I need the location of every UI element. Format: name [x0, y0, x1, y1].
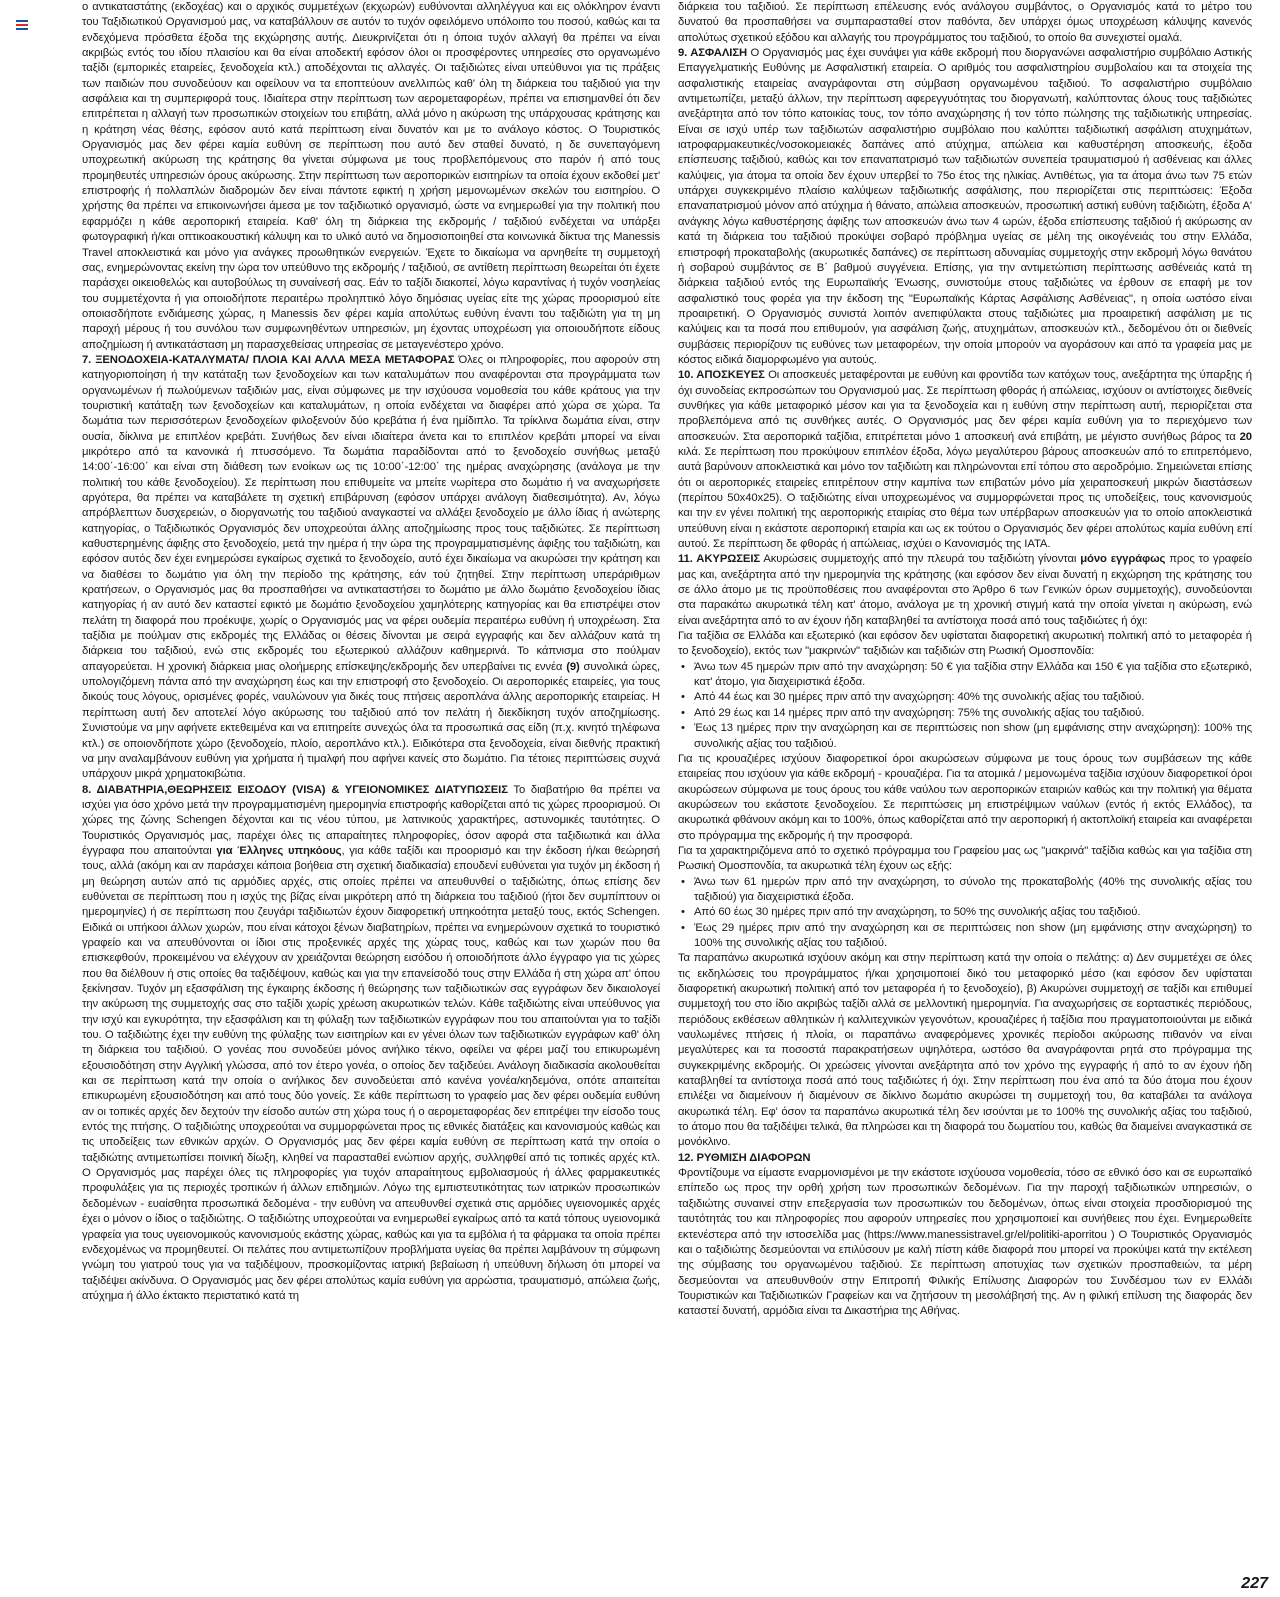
- paragraph-transfer-terms: ο αντικαταστάτης (εκδοχέας) και ο αρχικός συμμετέχων (εκχωρών) ευθύνονται αλληλέγγυα και εις ολόκληρον έναντι του Ταξιδιωτικού Οργανισμού μας, να καταβάλλουν σε αυτόν το τυχόν οφειλόμενο υπόλοιπο του ποσού, καθώς και τα ενδεχόμενα πρόσθετα έξοδα της εκχώρησης αυτής. Διευκρινίζεται ότι η όποια τυχόν αλλαγή θα πρέπει να είναι ακριβώς εντός του ιδίου πλαισίου και θα είναι αποδεκτή εφόσον όλοι οι προσφέροντες υπηρεσίες στο οργανωμένο ταξίδι (εμπορικές εταιρείες, ξενοδοχεία κτλ.) αποδέχονται τις αλλαγές. Οι ταξιδιώτες είναι υπεύθυνοι για τις πράξεις των παιδιών που συνοδεύουν και οφείλουν να τα εποπτεύουν ανελλιπώς καθ' όλη τη διάρκεια του ταξιδιού για την ασφάλεια και τη συμπεριφορά τους. Ιδιαίτερα στην περίπτωση των αερομεταφορέων, πρέπει να επισημανθεί ότι δεν επιτρέπεται η αλλαγή των προσωπικών στοιχείων του επιβάτη, αλλά μόνο η ακύρωση της υπάρχουσας κράτησης και η κράτηση νέας θέσης, εφόσον αυτό κατά περίπτωση είναι δυνατόν και με το ανάλογο κόστος. Ο Τουριστικός Οργανισμός μας δεν φέρει καμία ευθύνη σε περίπτωση που αυτό δεν σταθεί δυνατό, η δε συνεπαγόμενη υποχρεωτική ακύρωση της κράτησης θα γίνεται σύμφωνα με τους προβλεπόμενους στο παρόν ή από τους προμηθευτές υπηρεσιών όρους ακύρωσης. Στην περίπτωση των αεροπορικών εισιτηρίων τα οποία έχουν εκδοθεί μετ' επιστροφής ή πολλαπλών διαδρομών δεν είναι πάντοτε εφικτή η χρήση μεμονωμένων σκελών του εισιτηρίου. Ο χρήστης θα πρέπει να επικοινωνήσει άμεσα με τον ταξιδιωτικό οργανισμό, ώστε να ενημερωθεί για την πολιτική που εφαρμόζει η κάθε αεροπορική εταιρεία. Καθ' όλη τη διάρκεια της εκδρομής / ταξιδιού ενδέχεται να υπάρξει φωτογραφική ή/και οπτικοακουστική κάλυψη και το υλικό αυτό να δημοσιοποιηθεί στα κοινωνικά δίκτυα της Manessis Travel αποκλειστικά και μόνο για ανάγκες προωθητικών ενεργειών. Έχετε το δικαίωμα να αρνηθείτε τη συμμετοχή σας, ενημερώνοντας εκείνη την ώρα τον υπεύθυνο της εκδρομής / ταξιδιού, σε αντίθετη περίπτωση θεωρείται ότι έχετε παράσχει οικειοθελώς και αυτοβούλως τη συναίνεσή σας. Εάν το ταξίδι διακοπεί, λόγω καραντίνας ή τυχόν νοσηλείας του συμμετέχοντα ή για οποιοδήποτε περαιτέρω προληπτικό λόγο δημόσιας υγείας είτε της χώρας προορισμού είτε οποιασδήποτε ενδιάμεσης χώρας, η Manessis δεν φέρει καμία απολύτως ευθύνη έναντι του ταξιδιώτη για τη μη παροχή μέρους ή του συνόλου των συμφωνηθέντων υπηρεσιών, μη έχοντας υποχρέωση για οποιουδήποτε είδους αποζημίωση ή αντικατάσταση μη παρασχεθείσας υπηρεσίας σε μεταγενέστερο χρόνο.: [82, 1, 660, 351]
- list-item: • Από 29 έως και 14 ημέρες πριν από την αναχώρηση: 75% της συνολικής αξίας του ταξιδιού.: [694, 706, 1252, 721]
- menu-icon[interactable]: [16, 20, 28, 30]
- section-10-text: Οι αποσκευές μεταφέρονται με ευθύνη και φροντίδα των κατόχων τους, ανεξάρτητα της ύπαρξης ή όχι συνοδείας εκπροσώπων του Οργανισμού μας. Σε περίπτωση φθοράς ή απώλειας, ισχύουν οι αντίστοιχες διεθνείς συνθήκες για κάθε μεταφορικό μέσον και για τα ξενοδοχεία και η ευθύνη στην περίπτωση αυτή, περιορίζεται στα προβλεπόμενα από τις συνθήκες αυτές. Ο Οργανισμός μας δεν φέρει καμία ευθύνη για το περιεχόμενο των αποσκευών. Στα αεροπορικά ταξίδια, επιτρέπεται μόνο 1 αποσκευή ανά επιβάτη, με μέγιστο συνήθως βάρος τα: [678, 369, 1252, 443]
- paragraph-health-continued: διάρκεια του ταξιδιού. Σε περίπτωση επέλευσης ενός ανάλογου συμβάντος, ο Οργανισμός κατά το μέτρο του δυνατού θα προσπαθήσει να συμπαρασταθεί στον παθόντα, δεν υπάρχει όμως υποχρέωση κάλυψης κανενός απολύτως σχετικού εξόδου και αλλαγής του προγράμματος του ταξιδιού, το οποίο θα συνεχιστεί ομαλά.: [678, 1, 1252, 44]
- section-11-written-only: μόνο εγγράφως: [1080, 553, 1166, 566]
- left-column: [82, 0, 660, 1304]
- section-11-cancellations: [678, 552, 1252, 629]
- list-item: • Άνω των 45 ημερών πριν από την αναχώρηση: 50 € για ταξίδια στην Ελλάδα και 150 € για ταξίδια στο εξωτερικό, κατ' άτομο, για διαχειριστικά έξοδα.: [694, 660, 1252, 691]
- section-7-text: Όλες οι πληροφορίες, που αφορούν στη κατηγοριοποίηση ή την κατάταξη των ξενοδοχείων και των καταλυμάτων που αναφέρονται στα προγράμματα των οργανωμένων ή πωλούμενων ταξιδιών μας, είναι σύμφωνες με την ισχύουσα νομοθεσία του κάθε κράτους για την τουριστική κατάταξη των ξενοδοχείων και καταλυμάτων, η οποία ενδέχεται να διαφέρει από χώρα σε χώρα. Τα δωμάτια των περισσότερων ξενοδοχείων φιλοξενούν δύο κρεβάτια ή ένα ημίδιπλο. Τα τρίκλινα δωμάτια είναι, στην ουσία, δίκλινα με επιπλέον κρεβάτι. Συνήθως δεν είναι ιδιαίτερα άνετα και το επιπλέον κρεβάτι μπορεί να είναι μικρότερο από τα κανονικά ή πτυσσόμενο. Τα δωμάτια παραδίδονται από το ξενοδοχείο συνήθως μεταξύ 14:00΄-16:00΄ και είναι στη διάθεση των ενοίκων ως τις 10:00΄-12:00΄ της ημέρας αναχώρησης (ανάλογα με την πολιτική του κάθε ξενοδοχείου). Σε περίπτωση που επιθυμείτε να μπείτε νωρίτερα στο δωμάτιο ή να αναχωρήσετε αργότερα, θα πρέπει να καταβάλετε τη σχετική επιβάρυνση (εφόσον υπάρχει ανάλογη διαθεσιμότητα). Αν, λόγω απρόβλεπτων δυσχερειών, ο διοργανωτής του ταξιδιού αναγκαστεί να αλλάξει ξενοδοχείο με άλλο ίδιας ή ανώτερης κατηγορίας, ο Ταξιδιωτικός Οργανισμός δεν υποχρεούται άλλης αποζημίωσης προς τους ταξιδιώτες. Σε περίπτωση καθυστερημένης άφιξης στο ξενοδοχείο, μετά την ημέρα ή την ώρα της προγραμματισμένης άφιξης του ταξιδιώτη, και εφόσον αυτός δεν έχει ενημερώσει εγκαίρως σχετικά το ξενοδοχείο, αυτό έχει δικαίωμα να ακυρώσει την κράτηση και να διαθέσει το δωμάτιο για όλη την περίοδο της κράτησης, εάν τού ζητηθεί. Στην περίπτωση υπεράριθμων κρατήσεων, ο Οργανισμός μας θα προσπαθήσει να αντικαταστήσει το δωμάτιο με άλλο δωμάτιο ξενοδοχείου ίδιας κατηγορίας ή αν αυτό δεν καταστεί εφικτό με δωμάτιο ξενοδοχείου χαμηλότερης κατηγορίας και θα επιστρέψει στον πελάτη τη διαφορά που προέκυψε, χωρίς ο Οργανισμός μας να φέρει ουδεμία περαιτέρω ευθύνη ή υποχρέωση. Στα ταξίδια με πούλμαν στις εκδρομές της Ελλάδας οι θέσεις δίνονται με σειρά εγγραφής και δεν αλλάζουν κατά τη διάρκεια του ταξιδιού, ενώ στις εκδρομές του εξωτερικού αλλάζουν καθημερινά. Το κάπνισμα στο πούλμαν απαγορεύεται. Η χρονική διάρκεια μιας ολοήμερης επίσκεψης/εκδρομής δεν υπερβαίνει τις εννέα: [82, 353, 660, 673]
- section-11-text: Ακυρώσεις συμμετοχής από την πλευρά του ταξιδιώτη γίνονται: [760, 553, 1081, 566]
- section-7-heading: 7. ΞΕΝΟΔΟΧΕΙΑ-ΚΑΤΑΛΥΜΑΤΑ/ ΠΛΟΙΑ ΚΑΙ ΑΛΛΑ ΜΕΣΑ ΜΕΤΑΦΟΡΑΣ: [82, 353, 455, 366]
- section-11-conditions: Τα παραπάνω ακυρωτικά ισχύουν ακόμη και στην περίπτωση κατά την οποία ο πελάτης: α) Δεν συμμετέχει σε όλες τις εκδηλώσεις του προγράμματος ή/και χρησιμοποιεί δικό του μεταφορικό μέσο (και εφόσον δεν υφίσταται διαφορετική ακυρωτική πολιτική από τον μεταφορέα ή το ξενοδοχείο), β) Ακυρώνει συμμετοχή σε ταξίδι και επιθυμεί συμμετοχή του στο ίδιο ακριβώς ταξίδι αλλά σε μελλοντική ημερομηνία. Για αναχωρήσεις σε εορταστικές περιόδους, περιόδους εκθέσεων αθλητικών ή καλλιτεχνικών γεγονότων, κρουαζιέρες ή ταξίδια που πραγματοποιούνται με ειδικά ναυλωμένες πτήσεις ή πλοία, οι παραπάνω αναφερόμενες χρονικές περίοδοι ακύρωσης πιθανόν να είναι μεγαλύτερες και τα ποσοστά παρακρατήσεων υψηλότερα, ωστόσο θα αναγράφονται ρητά στο πρόγραμμα της συγκεκριμένης εκδρομής. Οι χρεώσεις γίνονται ανεξάρτητα από τον χρόνο της εγγραφής ή από το αν έχουν ήδη καταβληθεί τα αντίστοιχα ποσά από τους ταξιδιώτες ή όχι. Στην περίπτωση που ένα από τα δύο άτομα που έχουν επιλέξει να διαμείνουν ή διαμένουν σε δίκλινο δωμάτιο ακυρώσει τη συμμετοχή του, θα καταβάλει τα ανάλογα ακυρωτικά τέλη. Εφ' όσον τα παραπάνω ακυρωτικά τέλη δεν ισούνται με το 100% της συνολικής αξίας του ταξιδιού, το άτομο που θα ταξιδέψει τελικά, θα πληρώσει και τη διαφορά του δωματίου του, καθώς θα διαμείνει αναγκαστικά σε μονόκλινο.: [678, 952, 1252, 1149]
- section-7-hotels: [82, 353, 660, 783]
- list-item: • Έως 13 ημέρες πριν την αναχώρηση και σε περιπτώσεις non show (μη εμφάνισης στην αναχώρηση): 100% της συνολικής αξίας του ταξιδιού.: [694, 721, 1252, 752]
- long-haul-fees-list: [678, 875, 1252, 952]
- menu-icon-bar-bottom: [16, 28, 28, 30]
- section-10-text-cont: κιλά. Σε περίπτωση που προκύψουν επιπλέον έξοδα, λόγω μεγαλύτερου βάρους αποσκευών από το επιτρεπόμενο, αυτά βαρύνουν αποκλειστικά και μόνο τον ταξιδιώτη και πληρώνονται επί τόπου στο αεροδρόμιο. Σημειώνεται επίσης ότι οι αεροπορικές εταιρείες επιτρέπουν στην καμπίνα των επιβατών μόνο μία χειραποσκευή μικρών διαστάσεων (περίπου 50x40x25). Ο ταξιδιώτης είναι υποχρεωμένος να συμμορφώνεται προς τις υποδείξεις, τους κανονισμούς και την εν γένει πολιτική της αεροπορικής εταιρίας στο θέμα των υπέρβαρων αποσκευών για το οποίο αποκλειστικά υπεύθυνη είναι η εκάστοτε αεροπορική εταιρία και ως εκ τούτου ο Οργανισμός δεν φέρει απολύτως καμία ευθύνη επί αυτού. Σε περίπτωση δε φθοράς ή απώλειας, ισχύει ο Κανονισμός της ΙΑΤΑ.: [678, 445, 1252, 551]
- section-8-greek-citizens: για Έλληνες υπηκόους: [216, 844, 342, 857]
- section-12-heading-line: [678, 1151, 1252, 1166]
- section-12-disputes: Φροντίζουμε να είμαστε εναρμονισμένοι με την εκάστοτε ισχύουσα νομοθεσία, τόσο σε εθνικό όσο και σε ευρωπαϊκό επίπεδο ως προς την ορθή χρήση των προσωπικών δεδομένων. Για την παροχή ταξιδιωτικών υπηρεσιών, ο ταξιδιώτης συναινεί στην επεξεργασία των προσωπικών του δεδομένων, όπως είναι στοιχεία προσδιορισμού της ταυτότητάς του και πληροφορίες που αφορούν υπηρεσίες που χρησιμοποιεί και συνήθειες που έχει. Ενημερωθείτε εκτενέστερα από την ιστοσελίδα μας (https://www.manessistravel.gr/el/politiki-aporritou ) Ο Τουριστικός Οργανισμός και ο ταξιδιώτης δεσμεύονται να επιλύσουν με καλή πίστη κάθε διαφορά που μπορεί να προκύψει κατά την εκτέλεση της σύμβασης του οργανωμένου ταξιδιού. Σε περίπτωση αποτυχίας των σχετικών προσπαθειών, τα μέρη δεσμεύονται να απευθυνθούν στην Επιτροπή Φιλικής Επίλυσης Διαφορών του Συνδέσμου των εν Ελλάδι Τουριστικών και Ταξιδιωτικών Γραφείων και να ζητήσουν τη μεσολάβησή της. Αν η φιλική επίλυση της διαφοράς δεν καταστεί δυνατή, αρμόδια είναι τα Δικαστήρια της Αθήνας.: [678, 1167, 1252, 1318]
- right-column: [678, 0, 1252, 1320]
- section-11-cruises: Για τις κρουαζιέρες ισχύουν διαφορετικοί όροι ακυρώσεων σύμφωνα με τους όρους των συμβάσεων της κάθε εταιρείας που ισχύουν για κάθε εκδρομή - κρουαζιέρα. Για τα ατομικά / μεμονωμένα ταξίδια ισχύουν διαφορετικοί όροι ακυρώσεων σύμφωνα με τους όρους του κάθε ναύλου των αεροπορικών εταιριών καθώς και την πολιτική για θέματα ακυρώσεων του εκάστοτε ξενοδοχείου. Σε περιπτώσεις μη επιστρέψιμων ναύλων (εντός ή εκτός Ελλάδος), τα ακυρωτικά φθάνουν ακόμη και το 100%, όπως καθορίζεται από την αεροπορική ή ακτοπλοϊκή εταιρεία και αναφέρεται στο πρόγραμμα της εκδρομής ή την προσφορά.: [678, 752, 1252, 842]
- section-12-heading: 12. ΡΥΘΜΙΣΗ ΔΙΑΦΟΡΩΝ: [678, 1151, 811, 1164]
- section-11-text-cont: προς το γραφείο μας και, ανεξάρτητα από την ημερομηνία της κράτησης (και εφόσον δεν είναι δυνατή η εκχώρηση της κράτησης του σε άλλο άτομο με τις προϋποθέσεις που αναφέρονται στο Άρθρο 6 των Γενικών όρων συμμετοχής), συνοδεύονται στα παρακάτω ακυρωτικά τέλη κατ' άτομο, ανάλογα με τη χρονική στιγμή κατά την οποία γίνεται η ακύρωση, ενώ είναι ανεξάρτητα από το αν έχουν ήδη καταβληθεί τα αντίστοιχα ποσά από τους ταξιδιώτες ή όχι:: [678, 553, 1252, 627]
- menu-icon-bar-top: [16, 20, 28, 22]
- section-11-domestic-intro: Για ταξίδια σε Ελλάδα και εξωτερικό (και εφόσον δεν υφίσταται διαφορετική ακυρωτική πολιτική από το μεταφορέα ή το ξενοδοχείο), εκτός των "μακρινών" ταξιδιών και ταξιδιών στη Ρωσική Ομοσπονδία:: [678, 630, 1252, 658]
- section-10-weight: 20: [1239, 430, 1252, 443]
- list-item: • Από 60 έως 30 ημέρες πριν από την αναχώρηση, το 50% της συνολικής αξίας του ταξιδιού.: [694, 905, 1252, 920]
- cancellation-fees-list: [678, 660, 1252, 752]
- list-item: • Από 44 έως και 30 ημέρες πριν από την αναχώρηση: 40% της συνολικής αξίας του ταξιδιού.: [694, 690, 1252, 705]
- section-7-nine-hours: (9): [566, 660, 580, 673]
- section-8-text: Το διαβατήριο θα πρέπει να ισχύει για όσο χρόνο μετά την προγραμματισμένη ημερομηνία επιστροφής καθορίζεται από τις χώρες προορισμού. Οι χώρες της ζώνης Schengen δέχονται και τις νέου τύπου, με λατινικούς χαρακτήρες, αστυνομικές ταυτότητες. Ο Τουριστικός Οργανισμός μας, παρέχει όλες τις απαραίτητες πληροφορίες, όσον αφορά στα ταξιδιωτικά και άλλα έγγραφα που απαιτούνται: [82, 783, 660, 857]
- section-11-heading: 11. ΑΚΥΡΩΣΕΙΣ: [678, 553, 761, 566]
- section-8-heading: 8. ΔΙΑΒΑΤΗΡΙΑ,ΘΕΩΡΗΣΕΙΣ ΕΙΣΟΔΟΥ (VISA) & ΥΓΕΙΟΝΟΜΙΚΕΣ ΔΙΑΤΥΠΩΣΕΙΣ: [82, 783, 508, 796]
- section-9-heading: 9. ΑΣΦΑΛΙΣΗ: [678, 47, 748, 60]
- page-number: 227: [1241, 1575, 1268, 1592]
- section-8-text-cont: , για κάθε ταξίδι και προορισμό και την έκδοση ή/και θεώρησή τους, αλλά (ακόμη και αν παράσχει κάποια βοήθεια στη σχετική διαδικασία) επουδενί ευθύνεται για τυχόν μη έκδοση ή μη θεώρηση αυτών από τις αρμόδιες αρχές, στις οποίες πρέπει να απευθυνθεί ο ταξιδιώτης, όπως επίσης δεν ευθύνεται σε περίπτωση που η ισχύς της βίζας είναι μικρότερη από τη διάρκεια του ταξιδιού (ήτοι δεν συμπίπτουν οι ημερομηνίες) ή σε περίπτωση που ζευγάρι ταξιδιωτών έχουν διαφορετική υπηκοότητα μεταξύ τους, εκτός Schengen. Ειδικά οι υπήκοοι άλλων χωρών, που είναι κάτοχοι ξένων διαβατηρίων, πρέπει να ενημερώνουν σχετικά το τουριστικό γραφείο και να απευθύνονται οι ίδιοι στις προξενικές αρχές της χώρας τους, καθώς και των χωρών που θα επισκεφθούν, προκειμένου να ελέγχουν αν χρειάζονται θεώρηση εισόδου ή οποιοδήποτε άλλο έγγραφο για τις χώρες που θα διέλθουν ή στις οποίες θα ταξιδέψουν, καθώς και για την επανείσοδό τους στην Ελλάδα ή στη χώρα απ' όπου ξεκίνησαν. Τυχόν μη εξασφάλιση της έγκαιρης έκδοσης ή θεώρησης των ταξιδιωτικών σας εγγράφων δεν δικαιολογεί την ακύρωση της συμμετοχής σας στο ταξίδι χωρίς χρέωση ακυρωτικών τελών. Κάθε ταξιδιώτης είναι υπεύθυνος για την ισχύ και εγκυρότητα, την εξασφάλιση και τη φύλαξη των ταξιδιωτικών εγγράφων που του απαιτούνται για το ταξίδι του. Ο ταξιδιώτης έχει την ευθύνη της φύλαξης των εισιτηρίων και εν γένει όλων των ταξιδιωτικών εγγράφων καθ' όλη τη διάρκεια του ταξιδιού. Ο γονέας που συνοδεύει μόνος ανήλικο τέκνο, οφείλει να φέρει μαζί του επικυρωμένη εξουσιοδότηση στην Αγγλική γλώσσα, από τον έτερο γονέα, ο οποίος δεν ταξιδεύει. Ανάλογη διαδικασία ακολουθείται και σε περίπτωση κατά την οποία ο ανήλικος δεν συνοδεύεται από κανένα γονέα/κηδεμόνα, οπότε απαιτείται επικυρωμένη εξουσιοδότηση και από τους δύο γονείς. Σε κάθε περίπτωση το γραφείο μας δεν φέρει ουδεμία ευθύνη αν οι τοπικές αρχές δεν δεχτούν την είσοδο αυτών στη χώρα τους ή ο αερομεταφορέας δεν επιτρέψει την είσοδο τους εντός της πτήσης. Ο ταξιδιώτης υποχρεούται να συμμορφώνεται προς τις εθνικές διατάξεις και κανονισμούς καθώς και τις υποδείξεις των εθνικών αρχών. Ο Οργανισμός μας δεν φέρει καμία ευθύνη σε περίπτωση κατά την οποία ο ταξιδιώτης αντιμετωπίσει ποινική δίωξη, κληθεί να παρασταθεί ενώπιον αρχής, συλληφθεί από τις τοπικές αρχές κτλ. Ο Οργανισμός μας παρέχει όλες τις πληροφορίες για τυχόν απαραίτητους εμβολιασμούς ή άλλες φαρμακευτικές προφυλάξεις για τις περιοχές τροπικών ή άλλων επιδημιών. Λόγω της εμπιστευτικότητας των ιατρικών προσωπικών δεδομένων - ευαίσθητα προσωπικά δεδομένα - την ευθύνη να απευθυνθεί σχετικά στις αρμόδιες υγειονομικές αρχές έχει ο μόνον ο ίδιος ο ταξιδιώτης. Ο ταξιδιώτης υποχρεούται να ενημερωθεί εγκαίρως από τα κατά τόπους υγειονομικά γραφεία για τους υγειονομικούς κανονισμούς εκάστης χώρας, καθώς και για τα εμβόλια ή τα φάρμακα τα οποία πρέπει ενδεχομένως να προμηθευτεί. Οι πελάτες που αντιμετωπίζουν προβλήματα υγείας θα πρέπει λαμβάνουν τη σύμφωνη γνώμη του γιατρού τους για να ταξιδέψουν, προσκομίζοντας ιατρική βεβαίωση ή υπεύθυνη δήλωση ότι μπορεί να ταξιδέψει ακίνδυνα. Ο Οργανισμός μας δεν φέρει απολύτως καμία ευθύνη για αρρώστια, τραυματισμό, απώλεια ζωής, ατύχημα ή άλλο έκτακτο περιστατικό κατά τη: [82, 844, 660, 1302]
- menu-icon-bar-middle: [16, 24, 28, 26]
- section-9-insurance: [678, 46, 1252, 368]
- section-9-text: Ο Οργανισμός μας έχει συνάψει για κάθε εκδρομή που διοργανώνει ασφαλιστήριο συμβόλαιο Αστικής Επαγγελματικής Ευθύνης με Ασφαλιστική εταιρεία. Ο αριθμός του ασφαλιστηρίου συμβολαίου και τα στοιχεία της ασφαλιστικής εταιρείας αναγράφονται στη σύμβαση οργανωμένου ταξιδιού. Το ασφαλιστήριο συμβόλαιο αντιμετωπίζει, μεταξύ άλλων, την περίπτωση αφερεγγυότητας του διοργανωτή, καλύπτοντας όλους τους ταξιδιώτες ανεξάρτητα από τον τόπο κατοικίας τους, τον τόπο αναχώρησης ή τον τόπο πώλησης της ταξιδιωτικής υπηρεσίας. Είναι σε ισχύ υπέρ των ταξιδιωτών ασφαλιστήριο συμβόλαιο που καλύπτει ταξιδιωτική ασφάλιση ατυχημάτων, ιατροφαρμακευτικές/νοσοκομειακές δαπάνες από ατύχημα, απώλεια και καθυστέρηση αποσκευής, έξοδα επίσπευσης ταξιδιού, καθώς και τον επαναπατρισμό των ταξιδιωτών συνεπεία τραυματισμού ή ασθένειας και άλλες καλύψεις, για άτομα τα οποία δεν έχουν υπερβεί το 75ο έτος της ηλικίας. Αντιθέτως, για τα άτομα άνω των 75 ετών υπάρχει συγκεκριμένο πλαίσιο καλύψεων ταξιδιωτικής ασφάλισης, που περιορίζεται στις περιπτώσεις: Έξοδα επαναπατρισμού μόνον από ατύχημα ή θάνατο, απώλεια αποσκευών, προσωπική αστική ευθύνη ταξιδιώτη, έξοδα Α' ανάγκης λόγω καθυστέρησης άφιξης των αποσκευών άνω των 4 ωρών, έξοδα επίσπευσης ταξιδιού ή ακύρωσης αν κατά τη διάρκεια του ταξιδιού προκύψει σοβαρό πρόβλημα υγείας σε μέλη της οικογένειάς του στην Ελλάδα, επιστροφή προκαταβολής (ακυρωτικές δαπάνες) σε περίπτωση αδυναμίας συμμετοχής στην εκδρομή λόγω θανάτου ή σοβαρού συμβάντος σε Β΄ βαθμού συγγένεια. Επίσης, για την αντιμετώπιση περίπτωσης ασθένειάς κατά τη διάρκεια ταξιδιού εντός της Ευρωπαϊκής Ένωσης, συνιστούμε στους ταξιδιώτες να έρθουν σε επαφή με τον ασφαλιστικό τους φορέα για την έκδοση της "Ευρωπαϊκής Κάρτας Ασφάλισης Ασθένειας", η οποία ωστόσο είναι προαιρετική. Ο Οργανισμός συνιστά λοιπόν ανεπιφύλακτα στους ταξιδιώτες μια προαιρετική ασφάλιση με τις καλύψεις και τα ποσά που επιθυμούν, για ασφάλιση ζωής, ατυχημάτων, αποσκευών κτλ., δεδομένου ότι οι διεθνείς συμβάσεις περιορίζουν τις ευθύνες των μεταφορέων, την οποία μπορούν να αγοράσουν και από τα γραφεία μας με κόστος ειδικά διαμορφωμένο για αυτούς.: [678, 47, 1253, 366]
- section-10-luggage: [678, 368, 1252, 552]
- list-item: • Άνω των 61 ημερών πριν από την αναχώρηση, το σύνολο της προκαταβολής (40% της συνολικής αξίας του ταξιδιού) για διαχειριστικά έξοδα.: [694, 875, 1252, 906]
- list-item: • Έως 29 ημέρες πριν από την αναχώρηση και σε περιπτώσεις non show (μη εμφάνισης στην αναχώρηση) το 100% της συνολικής αξίας του ταξιδιού.: [694, 921, 1252, 952]
- section-8-passports: [82, 783, 660, 1305]
- section-11-long-haul-intro: Για τα χαρακτηριζόμενα από το σχετικό πρόγραμμα του Γραφείου μας ως "μακρινά" ταξίδια καθώς και για ταξίδια στη Ρωσική Ομοσπονδία, τα ακυρωτικά τέλη έχουν ως εξής:: [678, 844, 1252, 873]
- section-10-heading: 10. ΑΠΟΣΚΕΥΕΣ: [678, 369, 765, 382]
- section-7-text-cont: συνολικά ώρες, υπολογιζόμενη πάντα από την αναχώρηση έως και την επιστροφή στο ξενοδοχείο. Οι αεροπορικές εταιρείες, για τους δικούς τους λόγους, ορισμένες φορές, ναυλώνουν για δικές τους πτήσεις αεροπλάνα άλλης αεροπορικής εταιρείας. Η περίπτωση αυτή δεν αποτελεί λόγο ακύρωσης του ταξιδιού από τον πελάτη ή διεκδίκηση τυχόν αποζημίωσης. Συνιστούμε να μην αφήνετε εκτεθειμένα και να επιτηρείτε συνεχώς όλα τα προσωπικά σας είδη (π.χ. κινητό τηλέφωνα κτλ.) σε οποιονδήποτε χώρο (ξενοδοχείο, πλοίο, αεροπλάνο κτλ.). Ειδικότερα στα ξενοδοχεία, είναι διεθνής πρακτική να μην αναλαμβάνουν ευθύνη για χρήματα ή τιμαλφή που αφήνει κανείς στο δωμάτιο. Για τέτοιες περιπτώσεις συχνά υπάρχουν μικρά χρηματοκιβώτια.: [82, 660, 661, 781]
